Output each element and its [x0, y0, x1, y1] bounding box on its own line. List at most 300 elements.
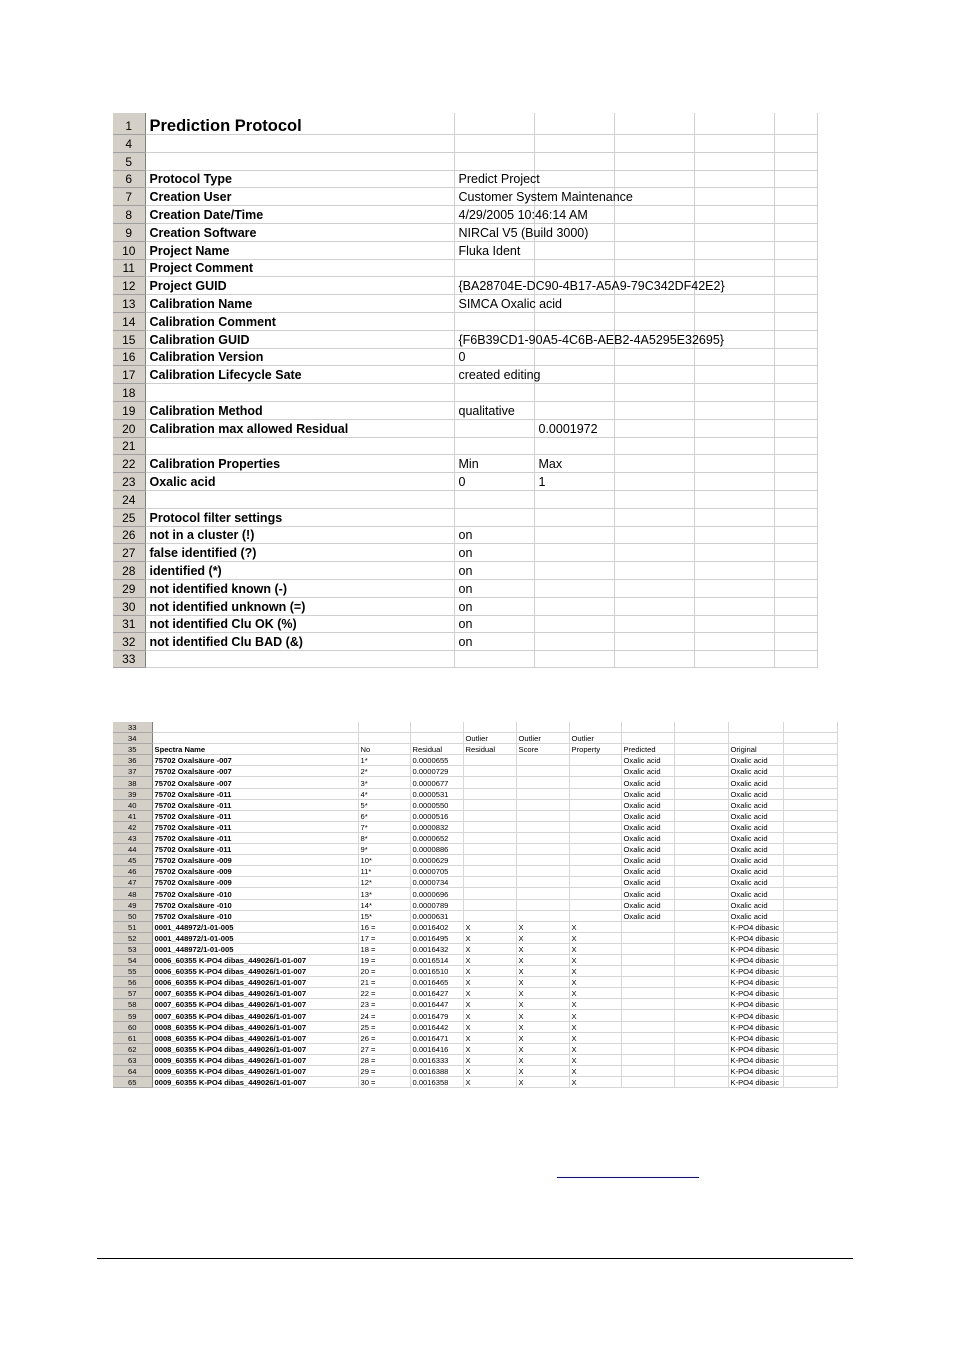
protocol-field-value[interactable]: 4/29/2005 10:46:14 AM — [454, 206, 534, 224]
empty-cell[interactable] — [694, 188, 774, 206]
outlier-property-cell[interactable] — [569, 766, 621, 777]
spectra-name-cell[interactable] — [152, 722, 358, 733]
original-cell[interactable]: Oxalic acid — [728, 877, 783, 888]
empty-cell[interactable] — [694, 633, 774, 651]
outlier-score-cell[interactable]: X — [516, 943, 569, 954]
protocol-field-value[interactable]: SIMCA Oxalic acid — [454, 295, 534, 313]
spectra-name-cell[interactable]: 0007_60355 K-PO4 dibas_449026/1-01-007 — [152, 1010, 358, 1021]
empty-cell[interactable] — [674, 766, 728, 777]
predicted-cell[interactable]: Oxalic acid — [621, 755, 674, 766]
protocol-field-value[interactable] — [454, 490, 534, 508]
protocol-field-value[interactable]: on — [454, 526, 534, 544]
spectra-name-cell[interactable]: Spectra Name — [152, 744, 358, 755]
protocol-field-label[interactable]: Creation Date/Time — [145, 206, 454, 224]
number-cell[interactable]: 6* — [358, 810, 410, 821]
empty-cell[interactable] — [614, 170, 694, 188]
outlier-score-cell[interactable] — [516, 910, 569, 921]
number-cell[interactable]: 28 = — [358, 1054, 410, 1065]
outlier-score-cell[interactable] — [516, 888, 569, 899]
empty-cell[interactable] — [774, 223, 817, 241]
empty-cell[interactable] — [674, 921, 728, 932]
empty-cell[interactable] — [694, 419, 774, 437]
empty-cell[interactable] — [614, 597, 694, 615]
hyperlink-underline[interactable] — [557, 1177, 699, 1178]
outlier-score-cell[interactable] — [516, 877, 569, 888]
outlier-property-cell[interactable] — [569, 722, 621, 733]
empty-cell[interactable] — [614, 135, 694, 153]
number-cell[interactable]: 30 = — [358, 1077, 410, 1088]
empty-cell[interactable] — [694, 562, 774, 580]
original-cell[interactable]: Oxalic acid — [728, 799, 783, 810]
empty-cell[interactable] — [674, 777, 728, 788]
empty-cell[interactable] — [774, 437, 817, 455]
outlier-residual-cell[interactable] — [463, 888, 516, 899]
empty-cell[interactable] — [694, 113, 774, 135]
protocol-field-label[interactable] — [145, 490, 454, 508]
empty-cell[interactable] — [674, 966, 728, 977]
empty-cell[interactable] — [774, 113, 817, 135]
spectra-name-cell[interactable]: 75702 Oxalsäure -011 — [152, 799, 358, 810]
outlier-score-cell[interactable]: X — [516, 999, 569, 1010]
outlier-score-cell[interactable] — [516, 866, 569, 877]
spectra-name-cell[interactable]: 75702 Oxalsäure -010 — [152, 899, 358, 910]
outlier-residual-cell[interactable]: X — [463, 988, 516, 999]
empty-cell[interactable] — [674, 888, 728, 899]
protocol-field-label[interactable]: Calibration Method — [145, 401, 454, 419]
original-cell[interactable]: K-PO4 dibasic — [728, 1054, 783, 1065]
protocol-field-label[interactable]: Calibration Properties — [145, 455, 454, 473]
protocol-field-extra[interactable] — [534, 437, 614, 455]
protocol-field-extra[interactable] — [534, 526, 614, 544]
residual-cell[interactable]: 0.0000734 — [410, 877, 463, 888]
outlier-score-cell[interactable] — [516, 799, 569, 810]
original-cell[interactable]: K-PO4 dibasic — [728, 988, 783, 999]
predicted-cell[interactable] — [621, 932, 674, 943]
empty-cell[interactable] — [783, 1032, 837, 1043]
protocol-field-value[interactable]: on — [454, 597, 534, 615]
protocol-field-label[interactable]: Calibration max allowed Residual — [145, 419, 454, 437]
number-cell[interactable]: 19 = — [358, 954, 410, 965]
predicted-cell[interactable] — [621, 988, 674, 999]
empty-cell[interactable] — [614, 615, 694, 633]
empty-cell[interactable] — [774, 384, 817, 402]
outlier-residual-cell[interactable] — [463, 766, 516, 777]
outlier-residual-cell[interactable] — [463, 755, 516, 766]
empty-cell[interactable] — [674, 943, 728, 954]
empty-cell[interactable] — [694, 615, 774, 633]
empty-cell[interactable] — [674, 999, 728, 1010]
empty-cell[interactable] — [783, 1043, 837, 1054]
outlier-property-cell[interactable]: X — [569, 943, 621, 954]
empty-cell[interactable] — [694, 170, 774, 188]
predicted-cell[interactable] — [621, 921, 674, 932]
outlier-score-cell[interactable]: X — [516, 1043, 569, 1054]
empty-cell[interactable] — [614, 295, 694, 313]
residual-cell[interactable]: 0.0000705 — [410, 866, 463, 877]
empty-cell[interactable] — [694, 455, 774, 473]
protocol-field-value[interactable]: 0 — [454, 348, 534, 366]
empty-cell[interactable] — [774, 188, 817, 206]
empty-cell[interactable] — [783, 943, 837, 954]
outlier-residual-cell[interactable]: X — [463, 999, 516, 1010]
protocol-field-label[interactable]: not identified Clu BAD (&) — [145, 633, 454, 651]
empty-cell[interactable] — [783, 910, 837, 921]
original-cell[interactable]: K-PO4 dibasic — [728, 954, 783, 965]
residual-cell[interactable]: 0.0016495 — [410, 932, 463, 943]
empty-cell[interactable] — [774, 401, 817, 419]
original-cell[interactable]: Oxalic acid — [728, 888, 783, 899]
protocol-field-extra[interactable] — [534, 597, 614, 615]
residual-cell[interactable]: 0.0000677 — [410, 777, 463, 788]
protocol-field-value[interactable]: created editing — [454, 366, 534, 384]
predicted-cell[interactable] — [621, 999, 674, 1010]
empty-cell[interactable] — [694, 437, 774, 455]
outlier-residual-cell[interactable]: X — [463, 954, 516, 965]
original-cell[interactable]: K-PO4 dibasic — [728, 943, 783, 954]
outlier-residual-cell[interactable]: X — [463, 977, 516, 988]
protocol-field-extra[interactable]: Max — [534, 455, 614, 473]
residual-cell[interactable]: 0.0000631 — [410, 910, 463, 921]
number-cell[interactable]: 27 = — [358, 1043, 410, 1054]
spectra-name-cell[interactable]: 0001_448972/1-01-005 — [152, 921, 358, 932]
predicted-cell[interactable]: Predicted — [621, 744, 674, 755]
empty-cell[interactable] — [774, 241, 817, 259]
empty-cell[interactable] — [783, 1054, 837, 1065]
protocol-field-label[interactable]: Creation User — [145, 188, 454, 206]
empty-cell[interactable] — [783, 1021, 837, 1032]
outlier-property-cell[interactable] — [569, 821, 621, 832]
outlier-score-cell[interactable]: X — [516, 1054, 569, 1065]
empty-cell[interactable] — [783, 888, 837, 899]
protocol-field-extra[interactable] — [534, 241, 614, 259]
number-cell[interactable]: 18 = — [358, 943, 410, 954]
outlier-property-cell[interactable]: X — [569, 1032, 621, 1043]
original-cell[interactable]: K-PO4 dibasic — [728, 966, 783, 977]
protocol-field-label[interactable]: not identified unknown (=) — [145, 597, 454, 615]
protocol-field-label[interactable]: Project Comment — [145, 259, 454, 277]
empty-cell[interactable] — [614, 401, 694, 419]
protocol-field-label[interactable]: Oxalic acid — [145, 473, 454, 491]
empty-cell[interactable] — [614, 508, 694, 526]
residual-cell[interactable]: 0.0016388 — [410, 1065, 463, 1076]
predicted-cell[interactable] — [621, 1077, 674, 1088]
residual-cell[interactable]: 0.0000516 — [410, 810, 463, 821]
spectra-name-cell[interactable]: 0006_60355 K-PO4 dibas_449026/1-01-007 — [152, 977, 358, 988]
empty-cell[interactable] — [694, 526, 774, 544]
outlier-score-cell[interactable]: X — [516, 954, 569, 965]
protocol-field-value[interactable]: Fluka Ident — [454, 241, 534, 259]
protocol-field-label[interactable]: Calibration Comment — [145, 312, 454, 330]
spectra-name-cell[interactable]: 0001_448972/1-01-005 — [152, 943, 358, 954]
empty-cell[interactable] — [783, 832, 837, 843]
predicted-cell[interactable]: Oxalic acid — [621, 899, 674, 910]
empty-cell[interactable] — [774, 295, 817, 313]
protocol-field-value[interactable]: on — [454, 544, 534, 562]
protocol-field-value[interactable] — [454, 384, 534, 402]
outlier-residual-cell[interactable] — [463, 788, 516, 799]
outlier-score-cell[interactable]: X — [516, 1065, 569, 1076]
protocol-field-extra[interactable] — [534, 615, 614, 633]
spectra-name-cell[interactable]: 75702 Oxalsäure -010 — [152, 888, 358, 899]
residual-cell[interactable]: 0.0016471 — [410, 1032, 463, 1043]
empty-cell[interactable] — [614, 223, 694, 241]
outlier-property-cell[interactable]: X — [569, 966, 621, 977]
empty-cell[interactable] — [694, 135, 774, 153]
outlier-score-cell[interactable] — [516, 766, 569, 777]
number-cell[interactable]: No — [358, 744, 410, 755]
protocol-field-label[interactable]: Project Name — [145, 241, 454, 259]
outlier-residual-cell[interactable] — [463, 866, 516, 877]
number-cell[interactable]: 8* — [358, 832, 410, 843]
empty-cell[interactable] — [614, 562, 694, 580]
original-cell[interactable]: Oxalic acid — [728, 755, 783, 766]
protocol-field-label[interactable] — [145, 384, 454, 402]
spectra-name-cell[interactable]: 75702 Oxalsäure -007 — [152, 755, 358, 766]
protocol-field-value[interactable]: on — [454, 633, 534, 651]
protocol-field-value[interactable]: {BA28704E-DC90-4B17-A5A9-79C342DF42E2} — [454, 277, 534, 295]
outlier-property-cell[interactable]: X — [569, 1054, 621, 1065]
spectra-name-cell[interactable]: 75702 Oxalsäure -011 — [152, 788, 358, 799]
outlier-score-cell[interactable]: X — [516, 921, 569, 932]
empty-cell[interactable] — [614, 241, 694, 259]
empty-cell[interactable] — [783, 977, 837, 988]
residual-cell[interactable]: 0.0016427 — [410, 988, 463, 999]
number-cell[interactable] — [358, 722, 410, 733]
spectra-name-cell[interactable] — [152, 733, 358, 744]
spectra-name-cell[interactable]: 0008_60355 K-PO4 dibas_449026/1-01-007 — [152, 1021, 358, 1032]
predicted-cell[interactable] — [621, 1043, 674, 1054]
empty-cell[interactable] — [674, 910, 728, 921]
protocol-field-value[interactable]: NIRCal V5 (Build 3000) — [454, 223, 534, 241]
empty-cell[interactable] — [783, 744, 837, 755]
spectra-name-cell[interactable]: 0008_60355 K-PO4 dibas_449026/1-01-007 — [152, 1032, 358, 1043]
predicted-cell[interactable] — [621, 1021, 674, 1032]
number-cell[interactable]: 1* — [358, 755, 410, 766]
protocol-field-extra[interactable] — [534, 113, 614, 135]
spectra-name-cell[interactable]: 75702 Oxalsäure -009 — [152, 866, 358, 877]
protocol-field-label[interactable]: not identified known (-) — [145, 579, 454, 597]
empty-cell[interactable] — [674, 821, 728, 832]
outlier-score-cell[interactable] — [516, 821, 569, 832]
original-cell[interactable]: Oxalic acid — [728, 821, 783, 832]
protocol-field-extra[interactable] — [534, 633, 614, 651]
predicted-cell[interactable]: Oxalic acid — [621, 821, 674, 832]
predicted-cell[interactable]: Oxalic acid — [621, 866, 674, 877]
empty-cell[interactable] — [774, 135, 817, 153]
residual-cell[interactable]: 0.0000832 — [410, 821, 463, 832]
empty-cell[interactable] — [774, 526, 817, 544]
protocol-field-label[interactable] — [145, 152, 454, 170]
predicted-cell[interactable]: Oxalic acid — [621, 766, 674, 777]
empty-cell[interactable] — [783, 921, 837, 932]
outlier-property-cell[interactable]: Outlier — [569, 733, 621, 744]
empty-cell[interactable] — [674, 1032, 728, 1043]
original-cell[interactable]: Oxalic acid — [728, 810, 783, 821]
protocol-field-extra[interactable] — [534, 259, 614, 277]
residual-cell[interactable]: 0.0000652 — [410, 832, 463, 843]
empty-cell[interactable] — [694, 259, 774, 277]
predicted-cell[interactable] — [621, 1032, 674, 1043]
number-cell[interactable]: 29 = — [358, 1065, 410, 1076]
number-cell[interactable]: 5* — [358, 799, 410, 810]
protocol-field-extra[interactable] — [534, 544, 614, 562]
empty-cell[interactable] — [614, 113, 694, 135]
residual-cell[interactable] — [410, 722, 463, 733]
empty-cell[interactable] — [674, 733, 728, 744]
outlier-score-cell[interactable]: X — [516, 1010, 569, 1021]
residual-cell[interactable]: 0.0016416 — [410, 1043, 463, 1054]
empty-cell[interactable] — [674, 832, 728, 843]
spectra-name-cell[interactable]: 0006_60355 K-PO4 dibas_449026/1-01-007 — [152, 966, 358, 977]
empty-cell[interactable] — [774, 206, 817, 224]
empty-cell[interactable] — [674, 722, 728, 733]
original-cell[interactable]: Oxalic acid — [728, 844, 783, 855]
empty-cell[interactable] — [783, 788, 837, 799]
protocol-field-value[interactable]: on — [454, 615, 534, 633]
outlier-property-cell[interactable]: X — [569, 999, 621, 1010]
number-cell[interactable]: 26 = — [358, 1032, 410, 1043]
empty-cell[interactable] — [774, 330, 817, 348]
outlier-residual-cell[interactable]: Residual — [463, 744, 516, 755]
empty-cell[interactable] — [694, 206, 774, 224]
protocol-field-extra[interactable] — [534, 366, 614, 384]
outlier-property-cell[interactable] — [569, 855, 621, 866]
protocol-field-label[interactable]: identified (*) — [145, 562, 454, 580]
residual-cell[interactable] — [410, 733, 463, 744]
empty-cell[interactable] — [694, 348, 774, 366]
predicted-cell[interactable] — [621, 966, 674, 977]
protocol-field-extra[interactable]: 0.0001972 — [534, 419, 614, 437]
protocol-field-value[interactable]: on — [454, 562, 534, 580]
protocol-field-extra[interactable] — [534, 508, 614, 526]
predicted-cell[interactable]: Oxalic acid — [621, 877, 674, 888]
empty-cell[interactable] — [614, 366, 694, 384]
empty-cell[interactable] — [694, 152, 774, 170]
empty-cell[interactable] — [783, 932, 837, 943]
empty-cell[interactable] — [774, 170, 817, 188]
empty-cell[interactable] — [694, 579, 774, 597]
number-cell[interactable]: 15* — [358, 910, 410, 921]
outlier-score-cell[interactable] — [516, 788, 569, 799]
original-cell[interactable]: Oxalic acid — [728, 777, 783, 788]
original-cell[interactable]: Oxalic acid — [728, 788, 783, 799]
residual-cell[interactable]: 0.0000789 — [410, 899, 463, 910]
outlier-property-cell[interactable]: Property — [569, 744, 621, 755]
number-cell[interactable]: 22 = — [358, 988, 410, 999]
residual-cell[interactable]: 0.0016358 — [410, 1077, 463, 1088]
outlier-score-cell[interactable]: X — [516, 1077, 569, 1088]
predicted-cell[interactable]: Oxalic acid — [621, 777, 674, 788]
protocol-field-label[interactable]: Project GUID — [145, 277, 454, 295]
empty-cell[interactable] — [694, 597, 774, 615]
original-cell[interactable]: K-PO4 dibasic — [728, 999, 783, 1010]
empty-cell[interactable] — [783, 821, 837, 832]
spectra-name-cell[interactable]: 0006_60355 K-PO4 dibas_449026/1-01-007 — [152, 954, 358, 965]
protocol-field-extra[interactable] — [534, 170, 614, 188]
original-cell[interactable]: Original — [728, 744, 783, 755]
protocol-field-label[interactable]: Protocol filter settings — [145, 508, 454, 526]
empty-cell[interactable] — [614, 348, 694, 366]
predicted-cell[interactable]: Oxalic acid — [621, 844, 674, 855]
predicted-cell[interactable]: Oxalic acid — [621, 832, 674, 843]
predicted-cell[interactable] — [621, 977, 674, 988]
empty-cell[interactable] — [783, 755, 837, 766]
protocol-field-label[interactable]: Calibration GUID — [145, 330, 454, 348]
spectra-name-cell[interactable]: 0007_60355 K-PO4 dibas_449026/1-01-007 — [152, 988, 358, 999]
number-cell[interactable]: 7* — [358, 821, 410, 832]
empty-cell[interactable] — [774, 544, 817, 562]
empty-cell[interactable] — [674, 799, 728, 810]
outlier-residual-cell[interactable]: X — [463, 1043, 516, 1054]
empty-cell[interactable] — [783, 877, 837, 888]
empty-cell[interactable] — [674, 744, 728, 755]
protocol-field-value[interactable] — [454, 419, 534, 437]
empty-cell[interactable] — [694, 544, 774, 562]
empty-cell[interactable] — [694, 295, 774, 313]
outlier-score-cell[interactable]: X — [516, 1021, 569, 1032]
empty-cell[interactable] — [774, 562, 817, 580]
predicted-cell[interactable]: Oxalic acid — [621, 810, 674, 821]
outlier-property-cell[interactable] — [569, 755, 621, 766]
outlier-property-cell[interactable] — [569, 899, 621, 910]
number-cell[interactable]: 14* — [358, 899, 410, 910]
number-cell[interactable]: 2* — [358, 766, 410, 777]
protocol-field-label[interactable]: Calibration Version — [145, 348, 454, 366]
outlier-property-cell[interactable]: X — [569, 977, 621, 988]
empty-cell[interactable] — [774, 597, 817, 615]
protocol-field-label[interactable]: Creation Software — [145, 223, 454, 241]
empty-cell[interactable] — [614, 633, 694, 651]
number-cell[interactable]: 23 = — [358, 999, 410, 1010]
protocol-field-value[interactable]: qualitative — [454, 401, 534, 419]
empty-cell[interactable] — [614, 651, 694, 668]
spectra-name-cell[interactable]: 75702 Oxalsäure -007 — [152, 777, 358, 788]
spectra-name-cell[interactable]: 0001_448972/1-01-005 — [152, 932, 358, 943]
original-cell[interactable]: K-PO4 dibasic — [728, 1032, 783, 1043]
outlier-property-cell[interactable] — [569, 777, 621, 788]
empty-cell[interactable] — [774, 490, 817, 508]
outlier-property-cell[interactable]: X — [569, 1021, 621, 1032]
number-cell[interactable]: 10* — [358, 855, 410, 866]
empty-cell[interactable] — [674, 866, 728, 877]
empty-cell[interactable] — [694, 490, 774, 508]
outlier-residual-cell[interactable]: X — [463, 1065, 516, 1076]
empty-cell[interactable] — [614, 312, 694, 330]
original-cell[interactable]: K-PO4 dibasic — [728, 977, 783, 988]
protocol-field-label[interactable]: Protocol Type — [145, 170, 454, 188]
empty-cell[interactable] — [694, 401, 774, 419]
empty-cell[interactable] — [783, 866, 837, 877]
residual-cell[interactable]: 0.0000655 — [410, 755, 463, 766]
outlier-residual-cell[interactable] — [463, 844, 516, 855]
spectra-name-cell[interactable]: 75702 Oxalsäure -007 — [152, 766, 358, 777]
original-cell[interactable]: K-PO4 dibasic — [728, 1021, 783, 1032]
empty-cell[interactable] — [694, 384, 774, 402]
outlier-residual-cell[interactable] — [463, 877, 516, 888]
empty-cell[interactable] — [674, 1054, 728, 1065]
protocol-field-label[interactable]: not in a cluster (!) — [145, 526, 454, 544]
protocol-field-value[interactable] — [454, 651, 534, 668]
empty-cell[interactable] — [694, 651, 774, 668]
empty-cell[interactable] — [614, 206, 694, 224]
empty-cell[interactable] — [674, 755, 728, 766]
outlier-residual-cell[interactable] — [463, 899, 516, 910]
empty-cell[interactable] — [774, 508, 817, 526]
empty-cell[interactable] — [674, 1021, 728, 1032]
residual-cell[interactable]: 0.0000550 — [410, 799, 463, 810]
predicted-cell[interactable] — [621, 733, 674, 744]
residual-cell[interactable]: Residual — [410, 744, 463, 755]
